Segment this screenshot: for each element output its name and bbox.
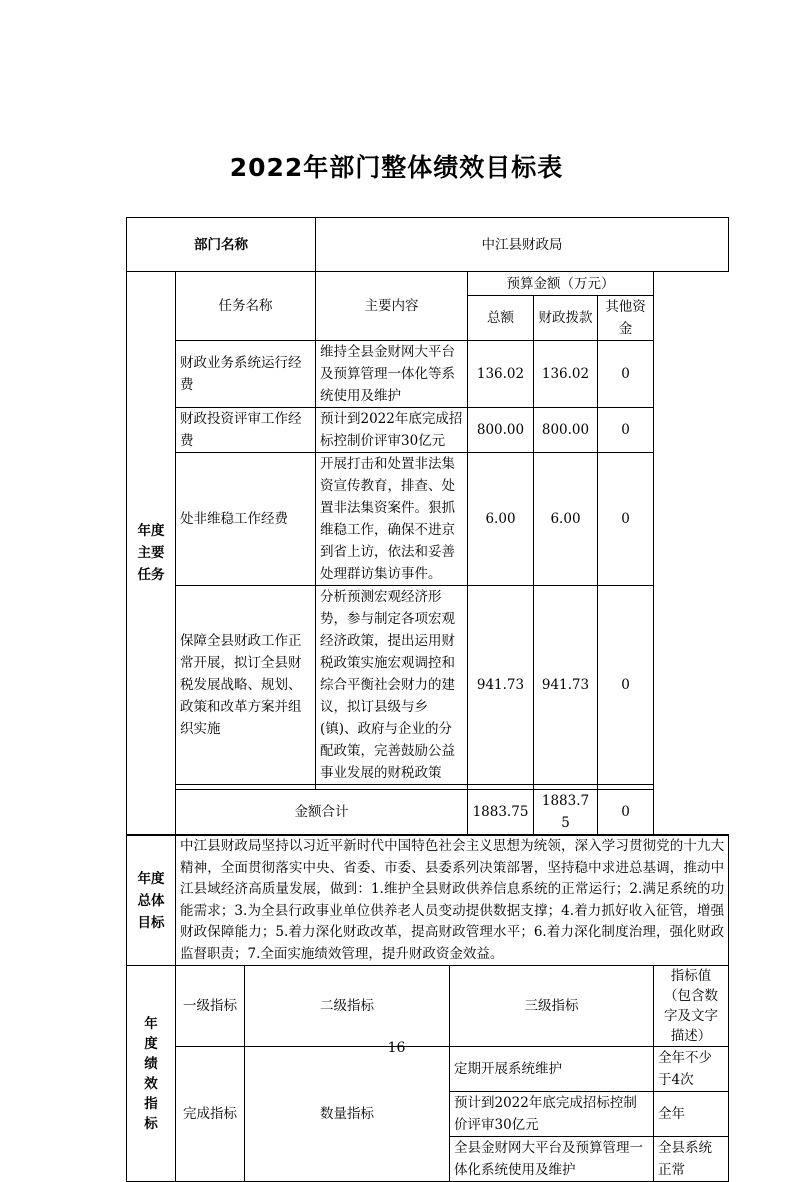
indicator-value: 全年 [654, 1092, 729, 1137]
dept-value: 中江县财政局 [316, 218, 729, 272]
indicator-value: 全年不少于4次 [654, 1047, 729, 1092]
task-row [127, 341, 729, 408]
task-name-header: 任务名称 [176, 272, 316, 341]
task-other: 0 [598, 408, 654, 453]
sum-total: 1883.75 [468, 790, 534, 836]
task-fiscal: 6.00 [534, 453, 598, 586]
task-name: 财政投资评审工作经费 [176, 408, 316, 453]
level3-value: 全县金财网大平台及预算管理一体化系统使用及维护 [450, 1137, 654, 1182]
task-content-header: 主要内容 [316, 272, 468, 341]
dept-row [127, 218, 729, 272]
tasks-section-label: 年度 主要 任务 [127, 272, 176, 836]
level1-value: 完成指标 [176, 1047, 245, 1182]
task-name: 财政业务系统运行经费 [176, 341, 316, 408]
sum-row [127, 790, 729, 836]
task-other: 0 [598, 341, 654, 408]
level1-header: 一级指标 [176, 966, 245, 1047]
budget-header: 预算金额（万元） [468, 272, 654, 296]
indicators-section-label: 年 度 绩 效 指 标 [127, 966, 176, 1182]
task-content: 开展打击和处置非法集资宣传教育，排查、处置非法集资案件。狠抓维稳工作，确保不进京到省上访，依法和妥善处理群访集访事件。 [316, 453, 468, 586]
task-other: 0 [598, 586, 654, 785]
indicator-header-row [127, 966, 729, 1047]
task-name: 处非维稳工作经费 [176, 453, 316, 586]
task-total: 6.00 [468, 453, 534, 586]
task-row [127, 453, 729, 586]
goal-section-label: 年度 总体 目标 [127, 835, 176, 966]
task-row [127, 586, 729, 785]
level2-header: 二级指标 [245, 966, 450, 1047]
performance-target-table [126, 217, 729, 1182]
goal-text: 中江县财政局坚持以习近平新时代中国特色社会主义思想为统领，深入学习贯彻党的十九大精神，全面贯彻落实中央、省委、市委、县委系列决策部署，坚持稳中求进总基调，推动中江县域经济高质量发展，做到：1.维护全县财政供养信息系统的正常运行；2.满足系统的功能需求；3.为全县行政事业单位供养老人员变动提供数据支撑；4.着力抓好收入征管，增强财政保障能力；5.着力深化财政改革，提高财政管理水平；6.着力深化制度治理，强化财政监督职责；7.全面实施绩效管理，提升财政资金效益。 [176, 835, 729, 966]
task-fiscal: 136.02 [534, 341, 598, 408]
task-total: 800.00 [468, 408, 534, 453]
page-title: 2022年部门整体绩效目标表 [229, 153, 564, 182]
indicator-value: 全县系统正常 [654, 1137, 729, 1182]
page-number: 16 [387, 1040, 406, 1056]
dept-label: 部门名称 [127, 218, 316, 272]
level3-header: 三级指标 [450, 966, 654, 1047]
task-name: 保障全县财政工作正常开展，拟订全县财税发展战略、规划、政策和改革方案并组织实施 [176, 586, 316, 785]
sum-label: 金额合计 [176, 790, 468, 836]
task-fiscal: 941.73 [534, 586, 598, 785]
total-header: 总额 [468, 296, 534, 341]
sum-other: 0 [598, 790, 654, 836]
other-header: 其他资金 [598, 296, 654, 341]
task-content: 预计到2022年底完成招标控制价评审30亿元 [316, 408, 468, 453]
task-total: 136.02 [468, 341, 534, 408]
task-content: 维持全县金财网大平台及预算管理一体化等系统使用及维护 [316, 341, 468, 408]
value-header: 指标值（包含数字及文字描述） [654, 966, 729, 1047]
task-content: 分析预测宏观经济形势，参与制定各项宏观经济政策，提出运用财税政策实施宏观调控和综合平衡社会财力的建议，拟订县级与乡(镇)、政府与企业的分配政策，完善鼓励公益事业发展的财税政策 [316, 586, 468, 785]
task-other: 0 [598, 453, 654, 586]
task-row [127, 408, 729, 453]
task-header-row [127, 272, 729, 296]
goal-row [127, 835, 729, 966]
level2-value: 数量指标 [245, 1047, 450, 1182]
task-fiscal: 800.00 [534, 408, 598, 453]
level3-value: 定期开展系统维护 [450, 1047, 654, 1092]
level3-value: 预计到2022年底完成招标控制价评审30亿元 [450, 1092, 654, 1137]
fiscal-header: 财政拨款 [534, 296, 598, 341]
task-total: 941.73 [468, 586, 534, 785]
sum-fiscal: 1883.75 [534, 790, 598, 836]
